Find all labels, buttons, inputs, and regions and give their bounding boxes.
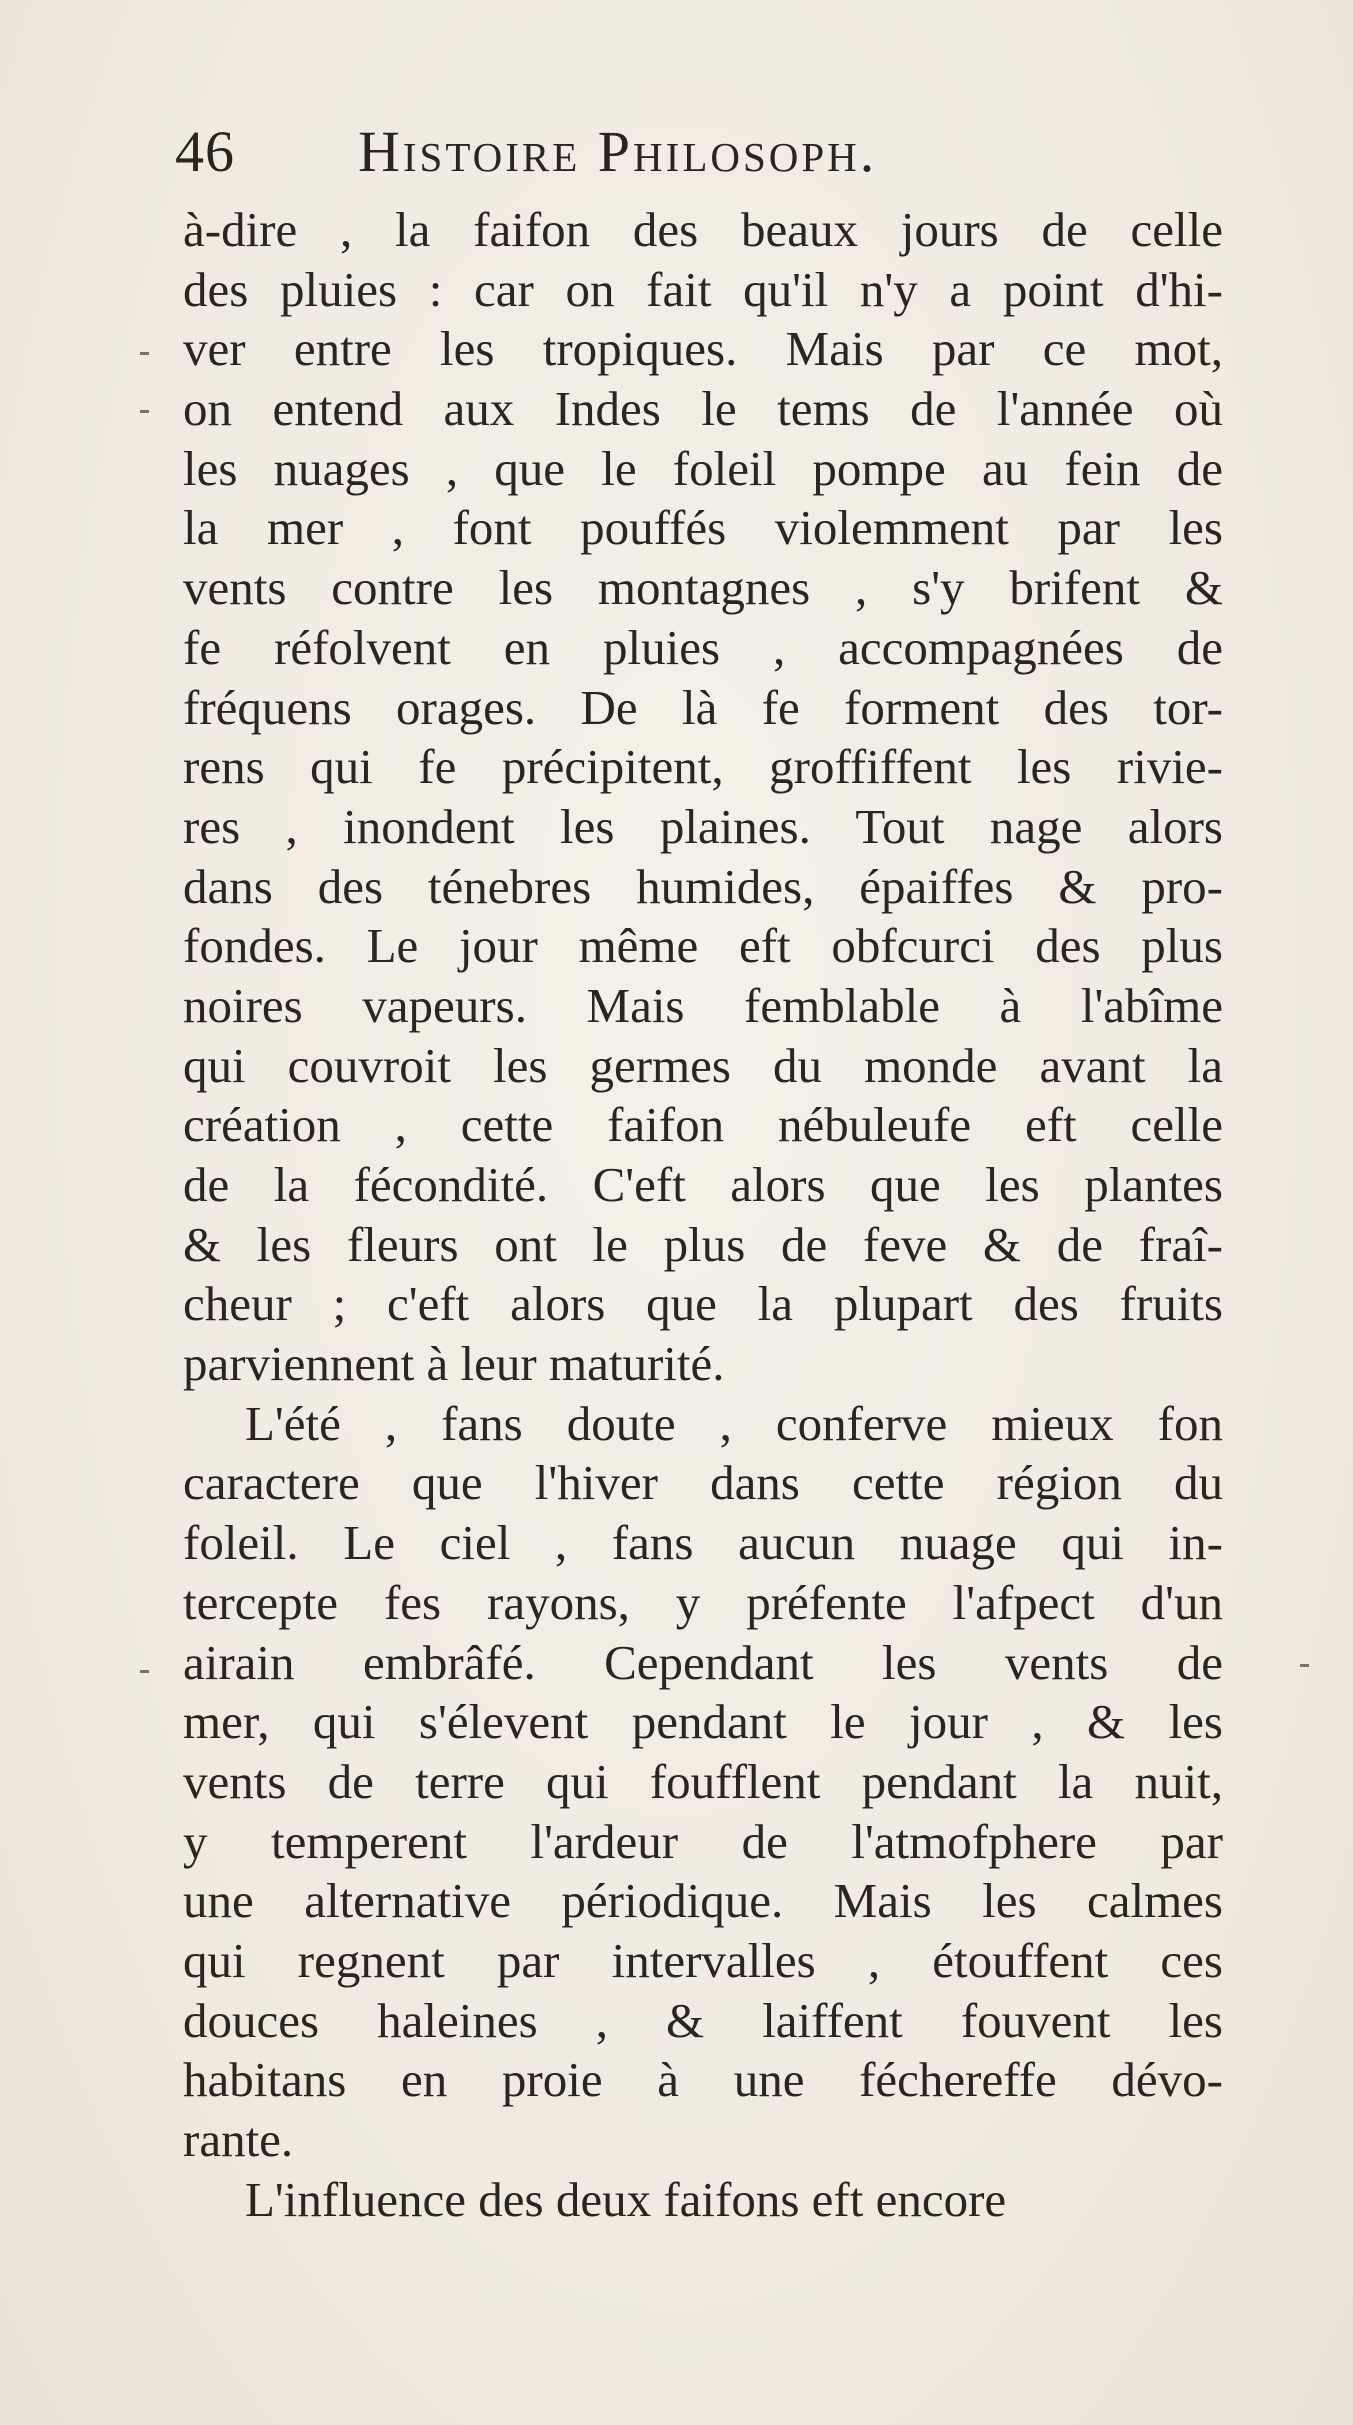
text-line: & les fleurs ont le plus de feve & de fraî- bbox=[183, 1216, 1223, 1272]
margin-mark bbox=[140, 410, 149, 413]
text-line: noires vapeurs. Mais femblable à l'abîme bbox=[183, 977, 1223, 1033]
text-line: qui regnent par intervalles , étouffent ces bbox=[183, 1932, 1223, 1988]
text-line: habitans en proie à une féchereffe dévo- bbox=[183, 2052, 1223, 2108]
text-line: vents de terre qui foufflent pendant la nuit, bbox=[183, 1753, 1223, 1809]
text-line: qui couvroit les germes du monde avant la bbox=[183, 1037, 1223, 1093]
text-line: caractere que l'hiver dans cette région du bbox=[183, 1455, 1223, 1511]
text-line: cheur ; c'eft alors que la plupart des fruits bbox=[183, 1276, 1223, 1332]
text-line: on entend aux Indes le tems de l'année où bbox=[183, 381, 1223, 437]
text-line: des pluies : car on fait qu'il n'y a point d'hi- bbox=[183, 261, 1223, 317]
text-line: parviennent à leur maturité. bbox=[183, 1336, 725, 1392]
text-line: mer, qui s'élevent pendant le jour , & les bbox=[183, 1694, 1223, 1750]
text-line: fréquens orages. De là fe forment des tor- bbox=[183, 679, 1223, 735]
text-line: rens qui fe précipitent, groffiffent les rivie- bbox=[183, 739, 1223, 795]
text-line: fondes. Le jour même eft obfcurci des plus bbox=[183, 918, 1223, 974]
text-line: foleil. Le ciel , fans aucun nuage qui in- bbox=[183, 1515, 1223, 1571]
text-line: vents contre les montagnes , s'y brifent & bbox=[183, 560, 1223, 616]
text-line: création , cette faifon nébuleufe eft celle bbox=[183, 1097, 1223, 1153]
text-line: la mer , font pouffés violemment par les bbox=[183, 500, 1223, 556]
margin-mark bbox=[140, 1670, 149, 1673]
text-line: L'influence des deux faifons eft encore bbox=[245, 2171, 1007, 2227]
text-line: rante. bbox=[183, 2112, 294, 2167]
body-text bbox=[183, 200, 1223, 2229]
text-line: L'été , fans doute , conferve mieux fon bbox=[245, 1395, 1223, 1451]
text-line: tercepte fes rayons, y préfente l'afpect d'un bbox=[183, 1574, 1223, 1630]
text-line: y temperent l'ardeur de l'atmofphere par bbox=[183, 1813, 1223, 1869]
text-line: airain embrâfé. Cependant les vents de bbox=[183, 1634, 1223, 1690]
text-line: les nuages , que le foleil pompe au fein de bbox=[183, 440, 1223, 496]
text-line: dans des ténebres humides, épaiffes & pro- bbox=[183, 858, 1223, 914]
text-line: une alternative périodique. Mais les calmes bbox=[183, 1873, 1223, 1929]
running-header bbox=[175, 118, 1235, 198]
running-title: Histoire Philosoph. bbox=[358, 119, 878, 184]
text-line: ver entre les tropiques. Mais par ce mot, bbox=[183, 321, 1223, 377]
text-line: douces haleines , & laiffent fouvent les bbox=[183, 1992, 1223, 2048]
page-number: 46 bbox=[175, 119, 235, 184]
margin-mark bbox=[1300, 1664, 1309, 1667]
text-line: fe réfolvent en pluies , accompagnées de bbox=[183, 619, 1223, 675]
text-line: à-dire , la faifon des beaux jours de celle bbox=[183, 202, 1223, 257]
text-line: de la fécondité. C'eft alors que les plantes bbox=[183, 1157, 1223, 1212]
text-line: res , inondent les plaines. Tout nage alors bbox=[183, 798, 1223, 854]
margin-mark bbox=[140, 352, 149, 355]
